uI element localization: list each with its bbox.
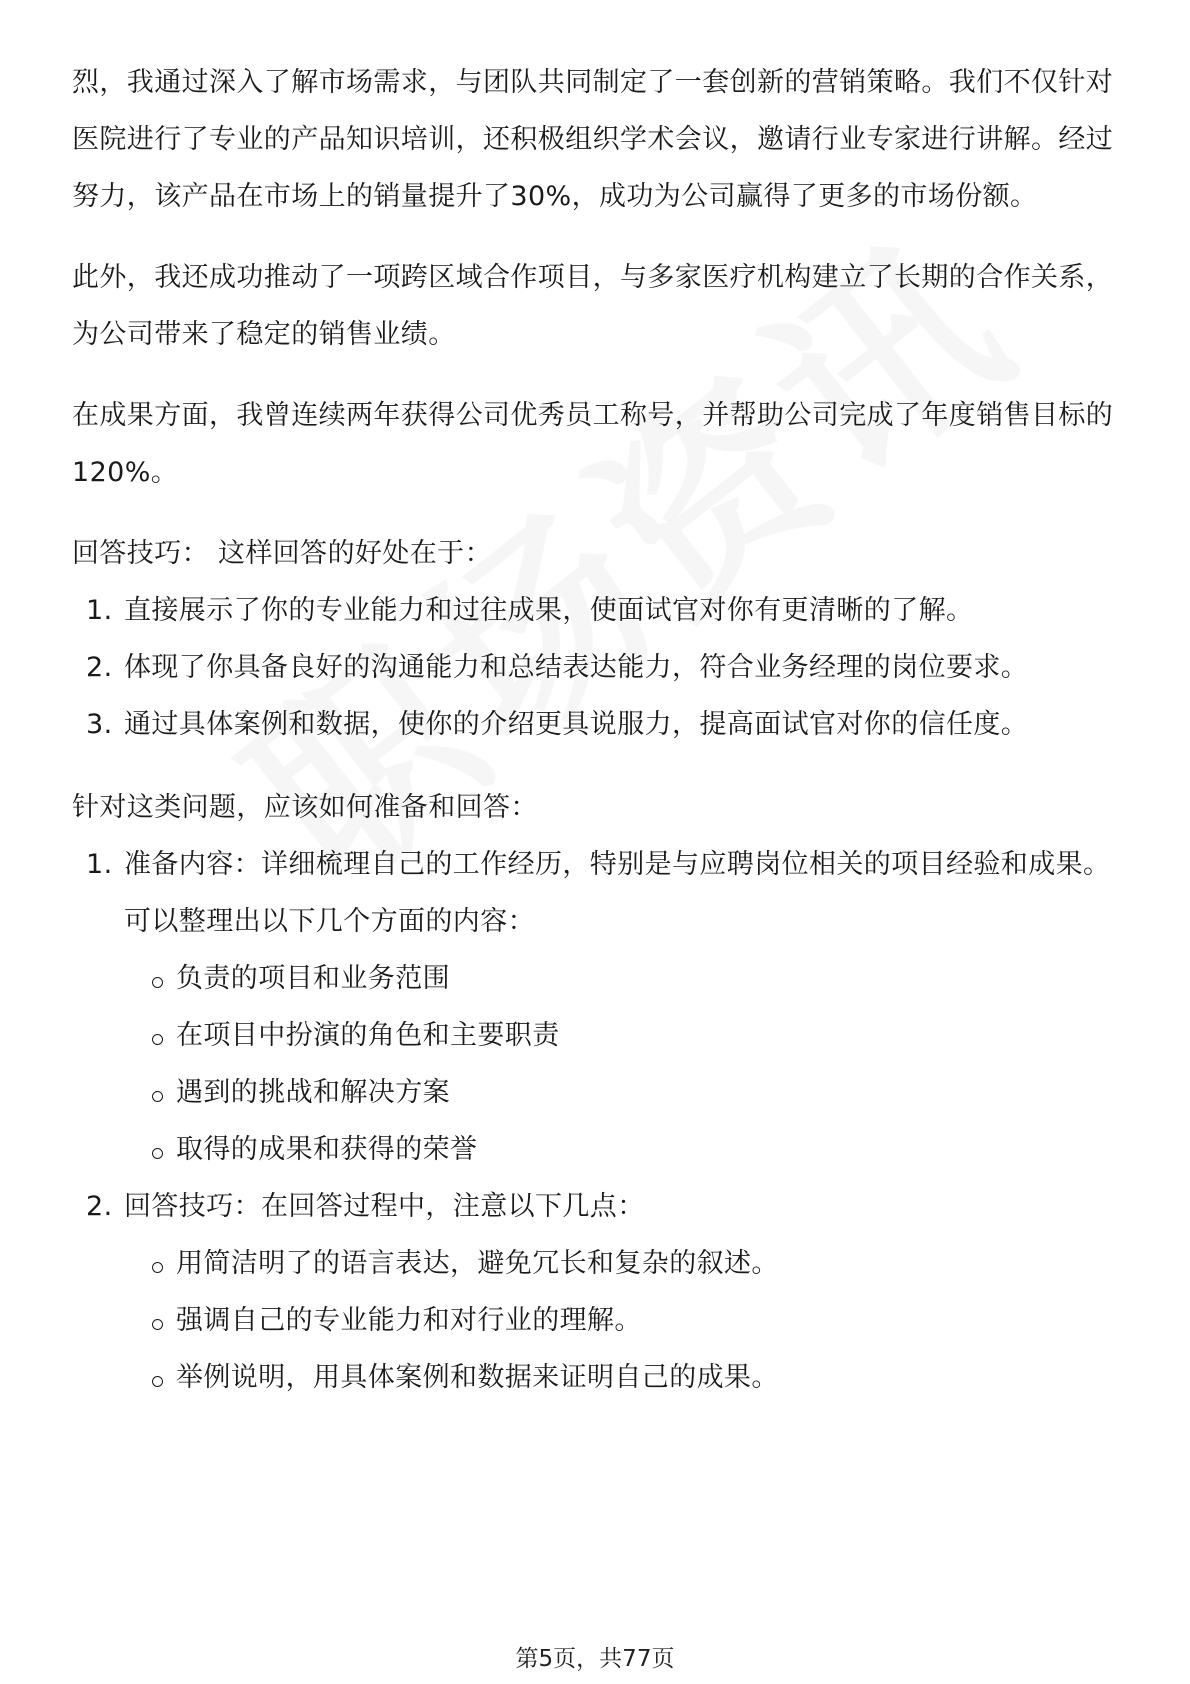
sub-list-item-text: 在项目中扮演的角色和主要职责 bbox=[176, 1020, 560, 1051]
tips-list bbox=[72, 582, 1118, 753]
circle-bullet-icon bbox=[152, 1034, 163, 1045]
sub-list-item-text: 强调自己的专业能力和对行业的理解。 bbox=[176, 1305, 642, 1336]
list-number: 1. bbox=[86, 849, 113, 880]
list-number: 3. bbox=[86, 709, 113, 740]
sub-list-item bbox=[72, 1064, 1118, 1121]
paragraph-achievement-intro: 烈，我通过深入了解市场需求，与团队共同制定了一套创新的营销策略。我们不仅针对医院进行了专业的产品知识培训，还积极组织学术会议，邀请行业专家进行讲解。经过努力，该产品在市场上的销量提升了30%，成功为公司赢得了更多的市场份额。 bbox=[72, 67, 1114, 212]
paragraph-results: 在成果方面，我曾连续两年获得公司优秀员工称号，并帮助公司完成了年度销售目标的120%。 bbox=[72, 400, 1114, 488]
prep-list-continued bbox=[72, 1178, 1118, 1235]
sub-list-item-text: 举例说明，用具体案例和数据来证明自己的成果。 bbox=[176, 1362, 779, 1393]
list-item bbox=[72, 639, 1118, 696]
prep-list bbox=[72, 836, 1118, 950]
circle-bullet-icon bbox=[152, 1376, 163, 1387]
list-item bbox=[72, 696, 1118, 753]
sub-list-item bbox=[72, 1121, 1118, 1178]
circle-bullet-icon bbox=[152, 1091, 163, 1102]
sub-list-item-text: 取得的成果和获得的荣誉 bbox=[176, 1134, 478, 1165]
list-item bbox=[72, 582, 1118, 639]
sub-list-item-text: 遇到的挑战和解决方案 bbox=[176, 1077, 450, 1108]
sub-list-item bbox=[72, 1292, 1118, 1349]
list-item-text: 通过具体案例和数据，使你的介绍更具说服力，提高面试官对你的信任度。 bbox=[124, 709, 1029, 740]
sub-list-item bbox=[72, 1349, 1118, 1406]
list-item-text: 回答技巧：在回答过程中，注意以下几点： bbox=[124, 1191, 645, 1222]
page-number-footer: 第5页，共77页 bbox=[515, 1646, 675, 1672]
list-item bbox=[72, 836, 1118, 950]
circle-bullet-icon bbox=[152, 1319, 163, 1330]
sub-list-item bbox=[72, 1007, 1118, 1064]
prep-heading: 针对这类问题，应该如何准备和回答： bbox=[72, 792, 538, 823]
list-number: 2. bbox=[86, 652, 113, 683]
circle-bullet-icon bbox=[152, 1262, 163, 1273]
tips-heading: 回答技巧： 这样回答的好处在于： bbox=[72, 538, 492, 569]
paragraph-cross-region: 此外，我还成功推动了一项跨区域合作项目，与多家医疗机构建立了长期的合作关系，为公司带来了稳定的销售业绩。 bbox=[72, 262, 1114, 350]
list-number: 2. bbox=[86, 1191, 113, 1222]
list-item-text: 直接展示了你的专业能力和过往成果，使面试官对你有更清晰的了解。 bbox=[124, 595, 974, 626]
list-item-text: 体现了你具备良好的沟通能力和总结表达能力，符合业务经理的岗位要求。 bbox=[124, 652, 1029, 683]
list-item bbox=[72, 1178, 1118, 1235]
sub-list-item bbox=[72, 1235, 1118, 1292]
circle-bullet-icon bbox=[152, 977, 163, 988]
prep-sublist-content bbox=[72, 950, 1118, 1178]
list-item-text: 准备内容：详细梳理自己的工作经历，特别是与应聘岗位相关的项目经验和成果。可以整理出以下几个方面的内容： bbox=[124, 849, 1111, 937]
prep-sublist-tips bbox=[72, 1235, 1118, 1406]
sub-list-item bbox=[72, 950, 1118, 1007]
document-body bbox=[72, 54, 1118, 1406]
sub-list-item-text: 负责的项目和业务范围 bbox=[176, 963, 450, 994]
circle-bullet-icon bbox=[152, 1148, 163, 1159]
sub-list-item-text: 用简洁明了的语言表达，避免冗长和复杂的叙述。 bbox=[176, 1248, 779, 1279]
list-number: 1. bbox=[86, 595, 113, 626]
